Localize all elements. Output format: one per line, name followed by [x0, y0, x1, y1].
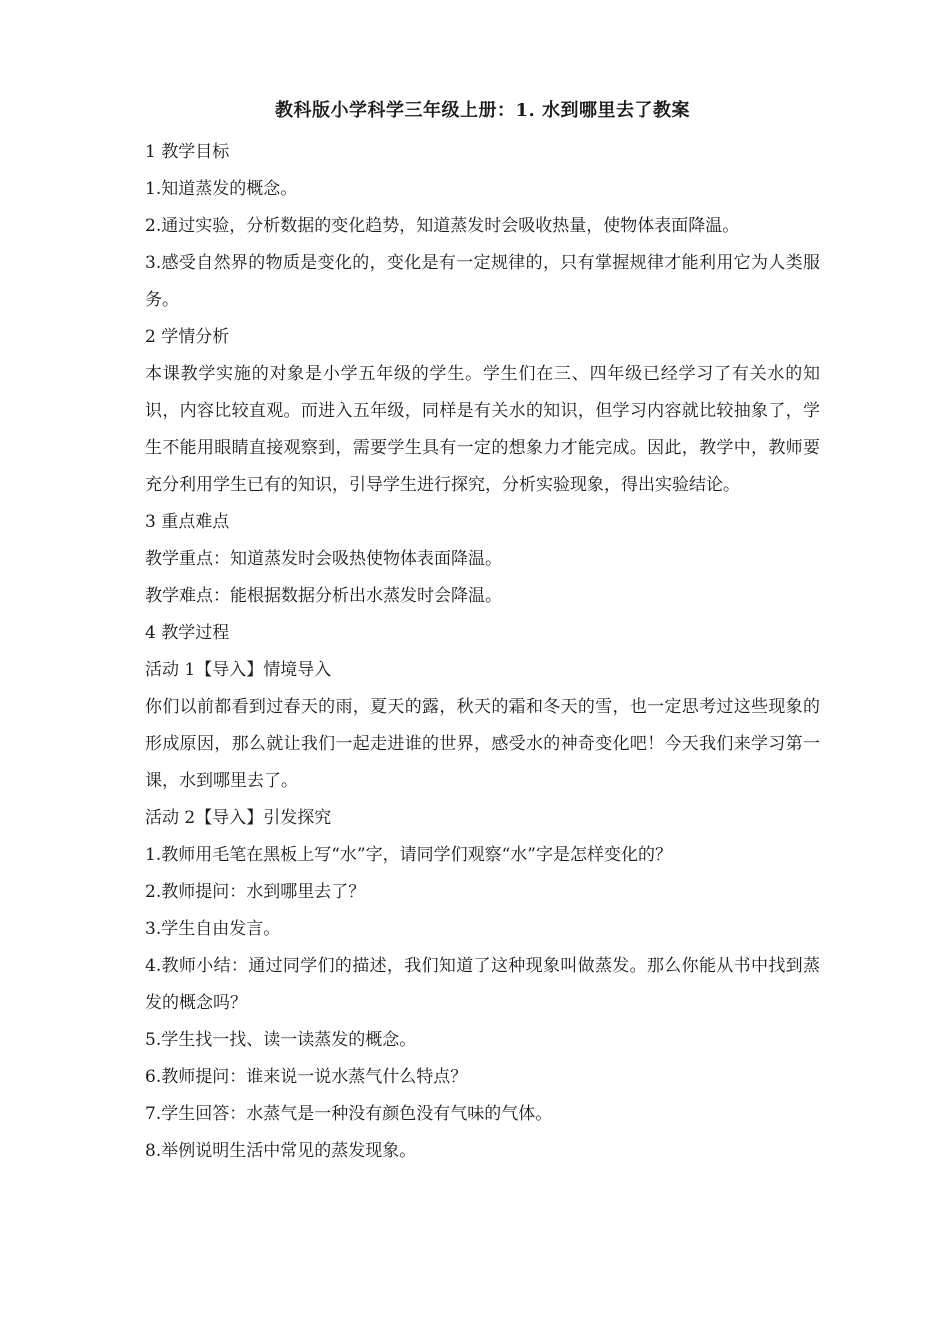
activity-2-heading: 活动 2【导入】引发探究 — [145, 808, 332, 828]
objective-item: 3.感受自然界的物质是变化的，变化是有一定规律的，只有掌握规律才能利用它为人类服务。 — [145, 253, 820, 310]
section-heading-key-points: 3 重点难点 — [145, 512, 230, 532]
section-heading-analysis: 2 学情分析 — [145, 327, 230, 347]
key-point-item: 教学重点：知道蒸发时会吸热使物体表面降温。 — [145, 549, 502, 569]
activity-2-step: 4.教师小结：通过同学们的描述，我们知道了这种现象叫做蒸发。那么你能从书中找到蒸发的概念吗？ — [145, 956, 820, 1013]
section-heading-objectives: 1 教学目标 — [145, 142, 230, 162]
activity-2-step: 6.教师提问：谁来说一说水蒸气什么特点？ — [145, 1067, 468, 1087]
activity-1-heading: 活动 1【导入】情境导入 — [145, 660, 332, 680]
key-point-item: 教学难点：能根据数据分析出水蒸发时会降温。 — [145, 586, 502, 606]
objective-item: 1.知道蒸发的概念。 — [145, 179, 298, 199]
activity-2-step: 1.教师用毛笔在黑板上写“水”字，请同学们观察“水”字是怎样变化的？ — [145, 845, 672, 865]
activity-2-step: 2.教师提问：水到哪里去了？ — [145, 882, 366, 902]
document-title: 教科版小学科学三年级上册：1. 水到哪里去了教案 — [274, 100, 691, 121]
activity-1-paragraph: 你们以前都看到过春天的雨，夏天的露，秋天的霜和冬天的雪，也一定思考过这些现象的形成原因，那么就让我们一起走进谁的世界，感受水的神奇变化吧！今天我们来学习第一课，水到哪里去了。 — [145, 697, 820, 791]
activity-2-step: 5.学生找一找、读一读蒸发的概念。 — [145, 1030, 417, 1050]
activity-2-step: 8.举例说明生活中常见的蒸发现象。 — [145, 1141, 417, 1161]
activity-2-step: 3.学生自由发言。 — [145, 919, 281, 939]
section-heading-process: 4 教学过程 — [145, 623, 230, 643]
objective-item: 2.通过实验，分析数据的变化趋势，知道蒸发时会吸收热量，使物体表面降温。 — [145, 216, 740, 236]
analysis-paragraph: 本课教学实施的对象是小学五年级的学生。学生们在三、四年级已经学习了有关水的知识，内容比较直观。而进入五年级，同样是有关水的知识，但学习内容就比较抽象了，学生不能用眼睛直接观察到，需要学生具有一定的想象力才能完成。因此，教学中，教师要充分利用学生已有的知识，引导学生进行探究，分析实验现象，得出实验结论。 — [145, 364, 820, 495]
activity-2-step: 7.学生回答：水蒸气是一种没有颜色没有气味的气体。 — [145, 1104, 553, 1124]
document-page — [145, 96, 820, 1170]
